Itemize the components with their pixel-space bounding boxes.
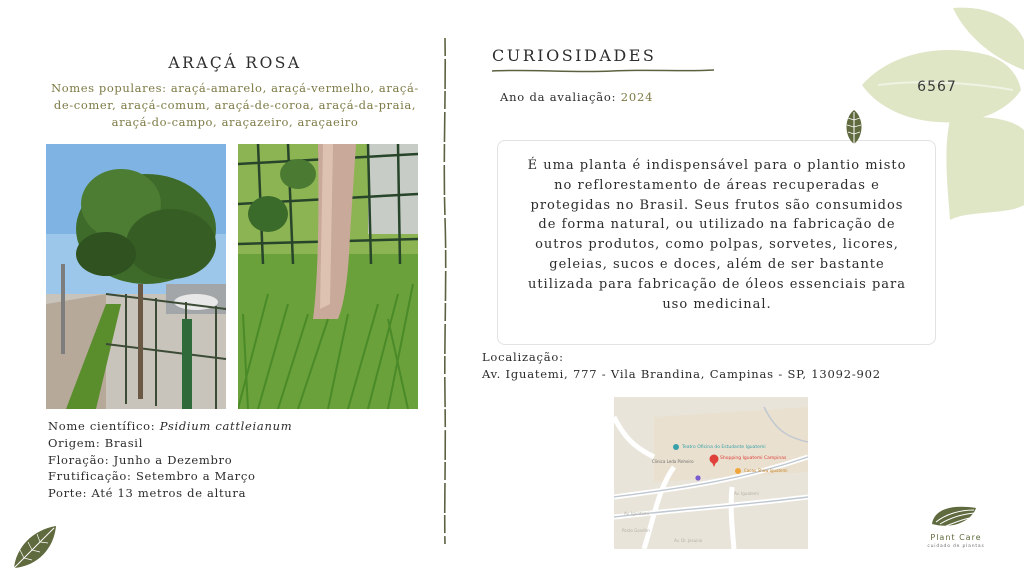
leaf-icon xyxy=(842,108,866,148)
popular-names-line: de-comer, araçá-comum, araçá-de-coroa, araçá-da-praia, xyxy=(53,98,417,112)
decorative-leaves-icon xyxy=(858,0,1024,230)
svg-text:Av. Iguatemi: Av. Iguatemi xyxy=(624,511,649,516)
curiosity-line: de forma natural, ou utilizado na fabricação de xyxy=(538,217,896,233)
column-divider xyxy=(440,38,450,544)
scientific-name-label: Nome científico: xyxy=(48,419,160,433)
curiosity-line: utilizada para fabricação de óleos essenciais para xyxy=(527,276,907,292)
curiosities-title: CURIOSIDADES xyxy=(492,46,657,65)
flowering-row: Floração: Junho a Dezembro xyxy=(48,452,233,467)
plant-facts xyxy=(48,418,292,502)
popular-names-line: Nomes populares: araçá-amarelo, araçá-vermelho, araçá- xyxy=(51,81,419,95)
leaf-icon xyxy=(10,522,60,572)
map-label: Shopping Iguatemi Campinas xyxy=(720,456,787,461)
plant-title: ARAÇÁ ROSA xyxy=(168,54,302,72)
curiosity-line: protegidas no Brasil. Seus frutos são consumidos xyxy=(530,197,904,213)
popular-names-line: araçá-do-campo, araçazeiro, araçaeiro xyxy=(111,115,359,129)
curiosity-line: geleias, sucos e doces, além de ser bastante xyxy=(549,256,885,272)
curiosity-line: uso medicinal. xyxy=(662,296,772,312)
record-number: 6567 xyxy=(917,79,957,95)
size-row: Porte: Até 13 metros de altura xyxy=(48,486,247,501)
evaluation-year-value: 2024 xyxy=(620,90,654,104)
curiosity-line: É uma planta é indispensável para o plantio misto xyxy=(527,158,907,173)
trunk-photo xyxy=(238,144,418,409)
evaluation-year-label: Ano da avaliação: xyxy=(500,90,621,104)
curiosity-line: no reflorestamento de áreas recuperadas e xyxy=(554,177,880,193)
scientific-name-row xyxy=(48,418,292,435)
scientific-name-value: Psidium cattleianum xyxy=(159,419,293,433)
evaluation-year xyxy=(500,90,653,104)
title-underline xyxy=(492,68,714,74)
location-label: Localização: xyxy=(482,350,564,364)
map-label: Cacau Show Iguatemi xyxy=(744,468,788,473)
logo-tagline: cuidado de plantas xyxy=(927,544,985,549)
location-address: Av. Iguatemi, 777 - Vila Brandina, Campinas - SP, 13092-902 xyxy=(482,367,881,381)
map-label: Teatro Oficina do Estudante Iguatemi xyxy=(682,445,766,450)
location-map[interactable] xyxy=(614,397,808,549)
svg-text:Posto Gondim: Posto Gondim xyxy=(622,528,650,533)
svg-text:Av. Iguatemi: Av. Iguatemi xyxy=(734,491,759,496)
popular-names xyxy=(30,80,440,131)
map-label: Clinica Leda Pinheiro xyxy=(652,459,694,464)
logo-name: Plant Care xyxy=(930,533,982,542)
curiosity-line: outros produtos, como polpas, sorvetes, licores, xyxy=(535,237,899,253)
fruiting-row: Frutificação: Setembro a Março xyxy=(48,469,256,484)
svg-text:Av. Dr. Jesuino: Av. Dr. Jesuino xyxy=(674,538,703,543)
tree-photo xyxy=(46,144,226,409)
origin-row: Origem: Brasil xyxy=(48,435,144,450)
